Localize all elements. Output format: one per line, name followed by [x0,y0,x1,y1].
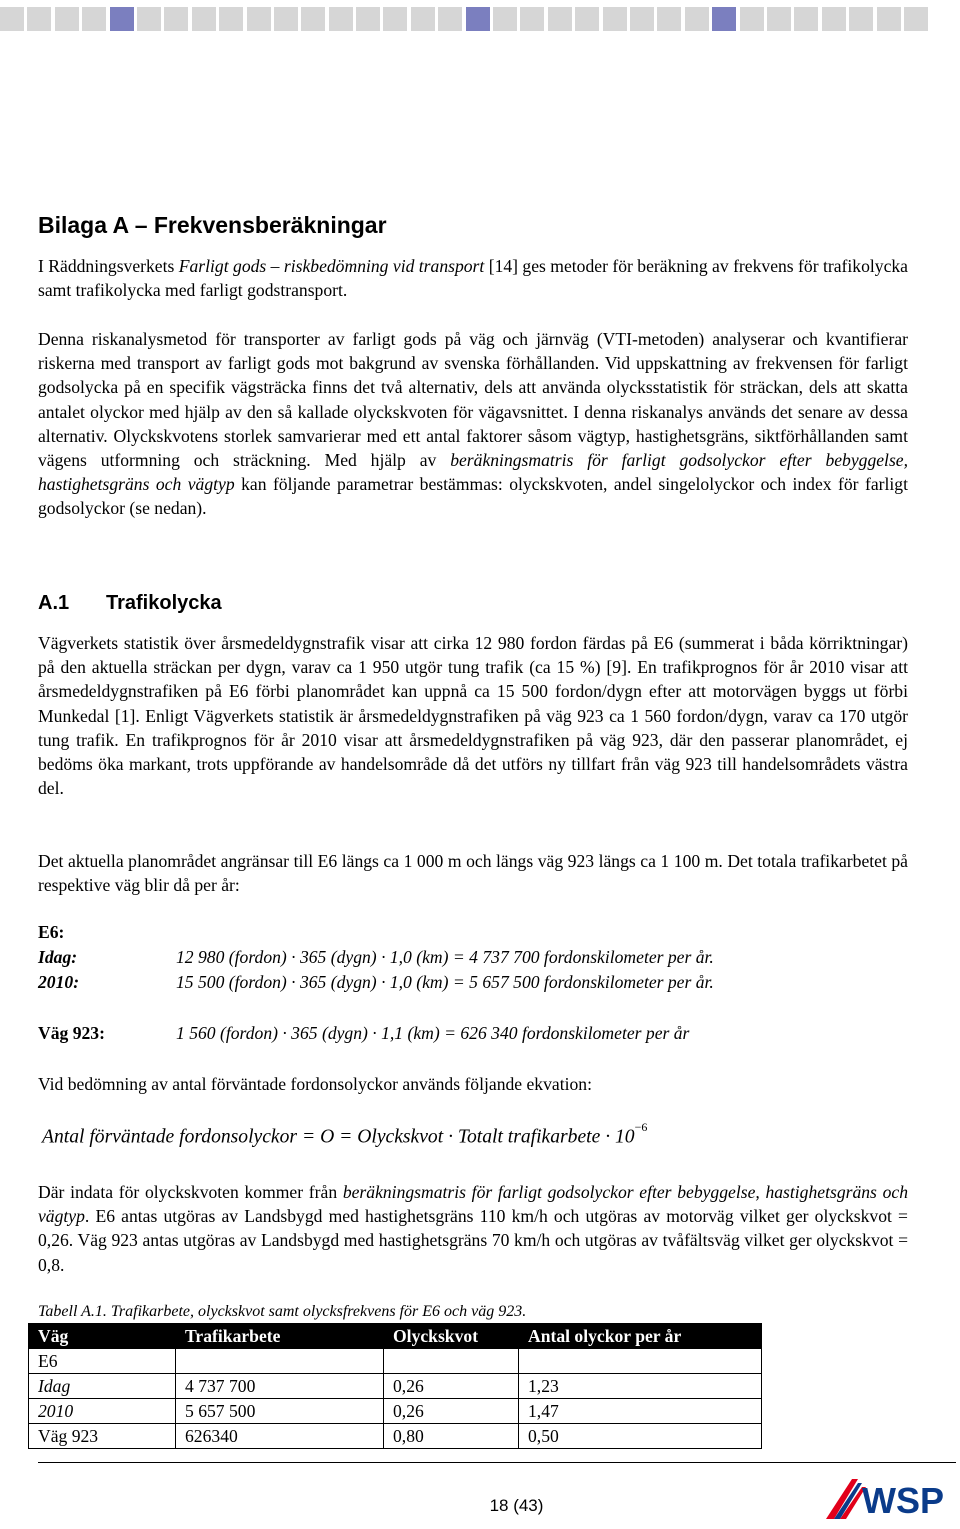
table-cell: 5 657 500 [176,1399,384,1424]
table-cell: Idag [29,1374,176,1399]
table-row [29,1374,762,1399]
strip-square [657,7,681,31]
column-header: Olyckskvot [384,1324,519,1349]
logo-text: WSP [862,1480,945,1521]
strip-square [822,7,846,31]
table-caption: Tabell A.1. Trafikarbete, olyckskvot samt olycksfrekvens för E6 och väg 923. [38,1303,527,1320]
table-cell [519,1349,762,1374]
strip-square [192,7,216,31]
table-cell [384,1349,519,1374]
method-text-a: Denna riskanalysmetod för transporter av farligt gods på väg och järnväg (VTI-metoden) analyserar och kvantifierar riskerna med transport av farligt gods mot bakgrund av svenska förhållanden. Vid uppskattning av frekvensen för farligt godsolycka på en specifik vägsträcka finns det två alternativ, dels att använda olycksstatistik för sträckan, dels att skatta antalet olyckor med hjälp av den så kallade olyckskvoten för vägavsnittet. I denna riskanalys används det senare av dessa alternativ. Olyckskvotens storlek samvarierar med ett antal faktorer såsom vägtyp, hastighetsgräns, siktförhållanden samt vägens utformning och sträckning. Med hjälp av [38,329,908,471]
strip-square [27,7,51,31]
strip-square [877,7,901,31]
idag-calculation: 12 980 (fordon) · 365 (dygn) · 1,0 (km) = 4 737 700 fordonskilometer per år. [176,947,714,967]
strip-square [164,7,188,31]
strip-square [383,7,407,31]
source-title: Farligt gods – riskbedömning vid transport [178,256,485,276]
strip-square [794,7,818,31]
table-row [29,1349,762,1374]
table-cell: 626340 [176,1424,384,1449]
section-title: Trafikolycka [106,592,222,614]
strip-square [575,7,599,31]
strip-square [82,7,106,31]
table-cell [176,1349,384,1374]
strip-square [219,7,243,31]
strip-square [55,7,79,31]
traffic-paragraph: Vägverkets statistik över årsmedeldygnstrafik visar att cirka 12 980 fordon färdas på E6 (summerat i båda körriktningar) på den aktuella sträckan per dygn, varav ca 1 950 utgör tung trafik (ca 15 %) [9]. En trafikprognos för år 2010 visar att årsmedeldygnstrafiken på E6 förbi planområdet kan uppnå ca 15 500 fordon/dygn efter att motorvägen byggs ut förbi Munkedal [1]. Enligt Vägverkets statistik är årsmedeldygnstrafiken på väg 923 ca 1 560 fordon/dygn, varav ca 170 utgör tung trafik. En trafikprognos för år 2010 visar att årsmedeldygnstrafiken på väg 923, där den passerar planområdet, ej bedöms öka markant, trots uppförande av handelsområde då det utförs ny tillfart från väg 923 till handelsområdets västra del. [38,633,908,799]
column-header: Väg [29,1324,176,1349]
input-data-paragraph [38,1180,908,1277]
equation-main: Antal förväntade fordonsolyckor = O = Olyckskvot · Totalt trafikarbete · 10 [42,1126,635,1148]
strip-square [329,7,353,31]
wsp-logo [822,1473,958,1523]
equation-exponent: −6 [634,1120,648,1134]
strip-square [493,7,517,31]
accident-equation [42,1120,648,1149]
intro-text-a: I Räddningsverkets [38,256,179,276]
table-cell: 0,26 [384,1374,519,1399]
table-cell: Väg 923 [29,1424,176,1449]
strip-square [110,7,134,31]
page-title: Bilaga A – Frekvensberäkningar [38,212,387,238]
method-paragraph [38,327,908,521]
strip-square [274,7,298,31]
strip-square [603,7,627,31]
year-2010-label: 2010: [38,972,80,992]
column-header: Antal olyckor per år [519,1324,762,1349]
table-row [29,1424,762,1449]
strip-square [466,7,490,31]
table-cell: 0,26 [384,1399,519,1424]
logo-mark [826,1479,866,1519]
decorative-header-strip [0,7,960,31]
method-text-c: kan följande parametrar bestämmas: olyckskvoten, andel singelolyckor och index för farligt godsolyckor (se nedan). [38,474,908,519]
strip-square [247,7,271,31]
intro-text-c: [14] ges metoder för beräkning av frekvens för trafikolycka samt trafikolycka med farligt godstransport. [38,256,908,301]
table-cell: 4 737 700 [176,1374,384,1399]
table-row [29,1399,762,1424]
matrix-reference-2: beräkningsmatris för farligt godsolyckor efter bebyggelse, hastighetsgräns och vägtyp [38,1182,908,1227]
section-heading [38,592,222,615]
strip-square [548,7,572,31]
traffic-table [28,1323,762,1449]
year-2010-calculation: 15 500 (fordon) · 365 (dygn) · 1,0 (km) = 5 657 500 fordonskilometer per år. [176,972,714,992]
strip-square [712,7,736,31]
strip-square [849,7,873,31]
strip-square [411,7,435,31]
strip-square [301,7,325,31]
matrix-reference: beräkningsmatris för farligt godsolyckor efter bebyggelse, hastighetsgräns och vägtyp [38,450,908,495]
e6-label: E6: [38,922,65,942]
vag-923-label: Väg 923: [38,1023,105,1043]
strip-square [438,7,462,31]
strip-square [904,7,928,31]
idag-label: Idag: [38,947,78,967]
page-number: 18 (43) [489,1496,544,1515]
table-cell: 1,47 [519,1399,762,1424]
input-text-c: . E6 antas utgöras av Landsbygd med hastighetsgräns 110 km/h och utgöras av motorväg vilket ger olyckskvot = 0,26. Väg 923 antas utgöras av Landsbygd med hastighetsgräns 70 km/h och utgöras av tvåfältsväg vilket ger olyckskvot = 0,8. [38,1206,908,1275]
intro-paragraph [38,254,908,302]
vag-923-calculation: 1 560 (fordon) · 365 (dygn) · 1,1 (km) = 626 340 fordonskilometer per år [176,1023,690,1043]
strip-square [356,7,380,31]
table-cell: 2010 [29,1399,176,1424]
strip-square [630,7,654,31]
footer-divider [38,1462,956,1463]
strip-square [0,7,24,31]
strip-square [740,7,764,31]
table-cell: E6 [29,1349,176,1374]
strip-square [685,7,709,31]
strip-square [767,7,791,31]
table-cell: 0,50 [519,1424,762,1449]
table-header-row [29,1324,762,1349]
strip-square [137,7,161,31]
strip-square [520,7,544,31]
table-cell: 1,23 [519,1374,762,1399]
section-number: A.1 [38,592,70,614]
input-text-a: Där indata för olyckskvoten kommer från [38,1182,343,1202]
table-cell: 0,80 [384,1424,519,1449]
equation-intro: Vid bedömning av antal förväntade fordonsolyckor används följande ekvation: [38,1074,592,1094]
column-header: Trafikarbete [176,1324,384,1349]
area-paragraph: Det aktuella planområdet angränsar till E6 längs ca 1 000 m och längs väg 923 längs ca 1 100 m. Det totala trafikarbetet på respektive väg blir då per år: [38,851,908,896]
